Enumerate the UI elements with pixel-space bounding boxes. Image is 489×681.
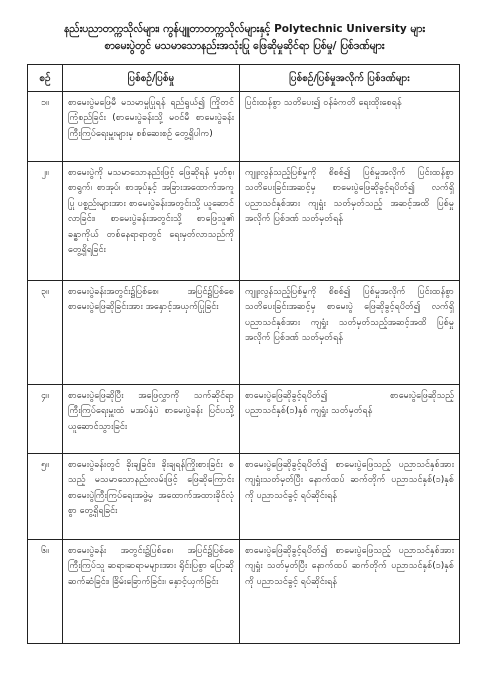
column-header-offense: ပြစ်စဉ်/ပြစ်မှု [63,65,240,92]
offense-cell: စာမေးပွဲခန်းတွင် ခိုးချခြင်း၊ ခိုးချရန်ကြိုးစားခြင်း စသည့် မသမာသောနည်းလမ်းဖြင့် ဖြေဆိုကြောင်း စာမေးပွဲကြီးကြပ်ရေးအဖွဲ့မှ အထောက်အထားခိုင်လုံစွာ တွေ့ရှိရခြင်း [63,454,240,540]
table-header-row [28,65,460,92]
table-row [28,454,460,540]
penalty-cell: စာမေးပွဲဖြေဆိုခွင့်ရပိတ်၍ စာမေးပွဲဖြေဆိုသည့် ပညာသင်နှစ်(၁)နှစ် ကျရှုံး သတ်မှတ်ရန် [240,385,460,454]
row-number: ၆။ [28,540,63,644]
column-header-number: စဉ် [28,65,63,92]
column-header-penalty: ပြစ်စဉ်/ပြစ်မှုအလိုက် ပြစ်ဒဏ်များ [240,65,460,92]
penalty-cell: စာမေးပွဲဖြေဆိုခွင့်ရပိတ်၍ စာမေးပွဲဖြေသည့် ပညာသင်နှစ်အား ကျရှုံးသတ်မှတ်ပြီး နောက်ထပ် ဆက်တိုက် ပညာသင်နှစ်(၁)နှစ်ကို ပညာသင်ခွင့် ရပ်ဆိုင်းရန် [240,454,460,540]
table-row [28,162,460,281]
document-title-line-2: စာမေးပွဲတွင် မသမာသောနည်းအသုံးပြု ဖြေဆိုမှုဆိုင်ရာ ပြစ်မှု/ ပြစ်ဒဏ်များ [104,40,385,52]
penalty-cell: စာမေးပွဲဖြေဆိုခွင့်ရပိတ်၍ စာမေးပွဲဖြေသည့် ပညာသင်နှစ်အား ကျရှုံး သတ်မှတ်ပြီး နောက်ထပ် ဆက်တိုက် ပညာသင်နှစ်(၁)နှစ်ကို ပညာသင်ခွင့် ရပ်ဆိုင်းရန် [240,540,460,644]
table-row [28,281,460,385]
penalty-cell: ကျူးလွန်သည့်ပြစ်မှုကို စိစစ်၍ ပြစ်မှုအလိုက် ပြင်းထန်စွာသတိပေးခြင်းအဆင့်မှ စာမေးပွဲဖြေဆိုခွင့်ရပိတ်၍ လက်ရှိပညာသင်နှစ်အား ကျရှုံး သတ်မှတ်သည့် အဆင့်အထိ ပြစ်မှုအလိုက် ပြစ်ဒဏ် သတ်မှတ်ရန် [240,162,460,281]
row-number: ၃။ [28,281,63,385]
offense-cell: စာမေးပွဲဖြေဆိုပြီး အဖြေလွှာကို သက်ဆိုင်ရာ ကြီးကြပ်ရေးမှူးထံ မအပ်နှံပဲ စာမေးပွဲခန်း ပြင်ပသို့ ယူဆောင်သွားခြင်း [63,385,240,454]
row-number: ၁။ [28,92,63,162]
offense-cell: စာမေးပွဲခန်းအတွင်း၌ပြစ်စေ၊ အပြင်၌ပြစ်စေ စာမေးပွဲဖြေဆိုခြင်းအား အနှောင့်အယှက်ပြုခြင်း [63,281,240,385]
table-row [28,385,460,454]
table-row [28,540,460,644]
penalty-cell: ကျူးလွန်သည့်ပြစ်မှုကို စိစစ်၍ ပြစ်မှုအလိုက် ပြင်းထန်စွာ သတိပေးခြင်းအဆင့်မှ စာမေးပွဲ ဖြေဆိုခွင့်ရပိတ်၍ လက်ရှိပညာသင်နှစ်အား ကျရှုံး သတ်မှတ်သည့်အဆင့်အထိ ပြစ်မှုအလိုက် ပြစ်ဒဏ် သတ်မှတ်ရန် [240,281,460,385]
table-row [28,92,460,162]
offense-cell: စာမေးပွဲကို မသမာသောနည်းဖြင့် ဖြေဆိုရန် မှတ်စု၊ စာရွက်၊ စာအုပ်၊ စာအုပ်နှင့် အခြားအထောက်အကူပြု ပစ္စည်းများအား စာမေးပွဲခန်းအတွင်းသို့ ယူဆောင်လာခြင်း၊ စာမေးပွဲခန်းအတွင်းသို့ စာဖြေသူ၏ ခန္ဓာကိုယ် တစ်နေရာရာတွင် ရေးမှတ်လာသည်ကို တွေ့ရှိရခြင်း [63,162,240,281]
row-number: ၂။ [28,162,63,281]
offense-cell: စာမေးပွဲမဖြေမီ မသမာမှုပြုရန် ရည်ရွယ်၍ ကြိုတင်ကြံစည်ခြင်း (စာမေးပွဲခန်းသို့ မဝင်မီ စာမေးပွဲခန်းကြီးကြပ်ရေးမှူးများမှ စစ်ဆေးစဉ် တွေ့ရှိပါက) [63,92,240,162]
offense-cell: စာမေးပွဲခန်း အတွင်း၌ပြစ်စေ၊ အပြင်၌ပြစ်စေ ကြီးကြပ်သူ ဆရာ၊ဆရာမများအား ရိုင်းပြစွာ ပြောဆို ဆက်ဆံခြင်း၊ ခြိမ်းခြောက်ခြင်း၊ နှောင့်ယှက်ခြင်း [63,540,240,644]
penalty-cell: ပြင်းထန်စွာ သတိပေး၍ ဝန်ခံကတိ ရေးထိုးစေရန် [240,92,460,162]
row-number: ၅။ [28,454,63,540]
document-title-line-1: နည်းပညာတက္ကသိုလ်များ၊ ကွန်ပျူတာတက္ကသိုလ်များနှင့် Polytechnic University များ [63,23,426,35]
row-number: ၄။ [28,385,63,454]
penalty-table [27,64,460,644]
